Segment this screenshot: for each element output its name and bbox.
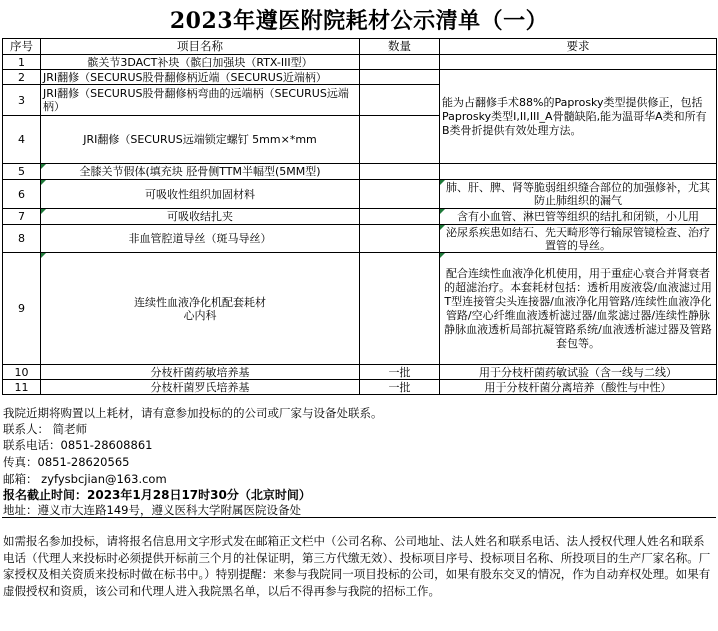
consumables-table (2, 38, 717, 395)
item-req-merged[interactable]: 能为占翻修手术88%的Paprosky类型提供修正，包括Paprosky类型I,II,III_A骨髓缺陷,能为温哥华A类和所有B类骨折提供有效处理方法。 (440, 70, 717, 164)
header-no: 序号 (3, 39, 41, 55)
item-qty[interactable] (360, 70, 440, 85)
item-name[interactable]: 分枝杆菌罗氏培养基 (41, 380, 360, 395)
item-req[interactable]: 配合连续性血液净化机使用，用于重症心衰合并肾衰者的超滤治疗。本套耗材包括：透析用废液袋/血液滤过用T型连接管尖头连接器/血液净化用管路/连续性血液净化管路/空心纤维血液透析滤过器/血浆滤过器/连续性静脉静脉血液透析局部抗凝管路系统/血液透析滤过器及管路套包等。 (440, 253, 717, 365)
item-req[interactable]: 用于分枝杆菌药敏试验（含一线与二线） (440, 365, 717, 380)
item-name[interactable]: JRI翻修（SECURUS股骨翻修柄近端（SECURUS近端柄） (41, 70, 360, 85)
row-number[interactable]: 2 (3, 70, 41, 85)
item-qty[interactable]: 一批 (360, 365, 440, 380)
row-number[interactable]: 9 (3, 253, 41, 365)
row-number[interactable]: 1 (3, 55, 41, 70)
table-row (3, 164, 717, 180)
item-qty[interactable] (360, 180, 440, 209)
item-name-line1: 连续性血液净化机配套耗材 (134, 295, 266, 309)
table-row (3, 365, 717, 380)
table-header-row (3, 39, 717, 55)
item-req[interactable]: 含有小血管、淋巴管等组织的结扎和闭锁，小儿用 (440, 209, 717, 225)
contact-phone[interactable]: 联系电话：0851-28608861 (3, 438, 153, 452)
item-req[interactable] (440, 55, 717, 70)
row-number[interactable]: 5 (3, 164, 41, 180)
row-number[interactable]: 10 (3, 365, 41, 380)
table-row (3, 225, 717, 253)
page-title: 2023年遵医附院耗材公示清单（一） (169, 7, 549, 34)
header-qty: 数量 (360, 39, 440, 55)
row-number[interactable]: 6 (3, 180, 41, 209)
item-name[interactable]: JRI翻修（SECURUS股骨翻修柄弯曲的远端柄（SECURUS远端柄） (41, 85, 360, 116)
item-req[interactable]: 泌尿系疾患如结石、先天畸形等行输尿管镜检查、治疗置管的导丝。 (440, 225, 717, 253)
table-row (3, 253, 717, 365)
table-row (3, 70, 717, 85)
registration-deadline[interactable]: 报名截止时间：2023年1月28日17时30分（北京时间） (3, 488, 311, 502)
item-qty[interactable] (360, 55, 440, 70)
table-row (3, 180, 717, 209)
item-name[interactable]: 分枝杆菌药敏培养基 (41, 365, 360, 380)
item-name-line2: 心内科 (183, 308, 217, 322)
item-name[interactable]: JRI翻修（SECURUS远端锁定螺钉 5mm×*mm (41, 116, 360, 164)
item-qty[interactable]: 一批 (360, 380, 440, 395)
item-req[interactable]: 肺、肝、脾、肾等脆弱组织缝合部位的加强修补，尤其防止肺组织的漏气 (440, 180, 717, 209)
item-req[interactable]: 用于分枝杆菌分离培养（酸性与中性） (440, 380, 717, 395)
item-qty[interactable] (360, 225, 440, 253)
row-number[interactable]: 8 (3, 225, 41, 253)
item-name[interactable]: 非血管腔道导丝（斑马导丝） (41, 225, 360, 253)
item-name[interactable]: 全膝关节假体(填充块 胫骨侧TTM半幅型(5MM型) (41, 164, 360, 180)
table-row (3, 209, 717, 225)
item-qty[interactable] (360, 253, 440, 365)
row-number[interactable]: 4 (3, 116, 41, 164)
contact-person[interactable]: 联系人： 简老师 (3, 422, 88, 436)
contact-email[interactable]: 邮箱： zyfysbcjian@163.com (3, 472, 167, 486)
contact-fax[interactable]: 传真：0851-28620565 (3, 455, 130, 469)
item-name[interactable]: 可吸收性组织加固材料 (41, 180, 360, 209)
header-req: 要求 (440, 39, 717, 55)
item-name[interactable]: 可吸收结扎夹 (41, 209, 360, 225)
item-qty[interactable] (360, 85, 440, 116)
notice-intro[interactable]: 我院近期将购置以上耗材，请有意参加投标的的公司或厂家与设备处联系。 (3, 406, 383, 420)
item-qty[interactable] (360, 116, 440, 164)
table-row (3, 55, 717, 70)
table-row (3, 380, 717, 395)
row-number[interactable]: 3 (3, 85, 41, 116)
header-name: 项目名称 (41, 39, 360, 55)
item-req[interactable] (440, 164, 717, 180)
item-qty[interactable] (360, 209, 440, 225)
item-name[interactable]: 髌关节3DACT补块（髌臼加强块（RTX-III型） (41, 55, 360, 70)
row-number[interactable]: 7 (3, 209, 41, 225)
item-name[interactable] (41, 253, 360, 365)
footer-instructions[interactable]: 如需报名参加投标，请将报名信息用文字形式发在邮箱正文栏中（公司名称、公司地址、法人姓名和联系电话、法人授权代理人姓名和联系电话（代理人来投标时必须提供开标前三个月的社保证明，第三方代缴无效）、投标项目序号、投标项目名称、所投项目的生产厂家名称。厂家授权及相关资质来投标时做在标书中。）特别提醒：来参与我院同一项目投标的公司，如果有股东交叉的情况，作为自动弃权处理。如果有虚假授权和资质，该公司和代理人进入我院黑名单，以后不得再参与我院的招标工作。 (3, 534, 711, 598)
item-qty[interactable] (360, 164, 440, 180)
contact-address[interactable]: 地址：遵义市大连路149号，遵义医科大学附属医院设备处 (3, 503, 301, 517)
divider (2, 517, 716, 518)
row-number[interactable]: 11 (3, 380, 41, 395)
